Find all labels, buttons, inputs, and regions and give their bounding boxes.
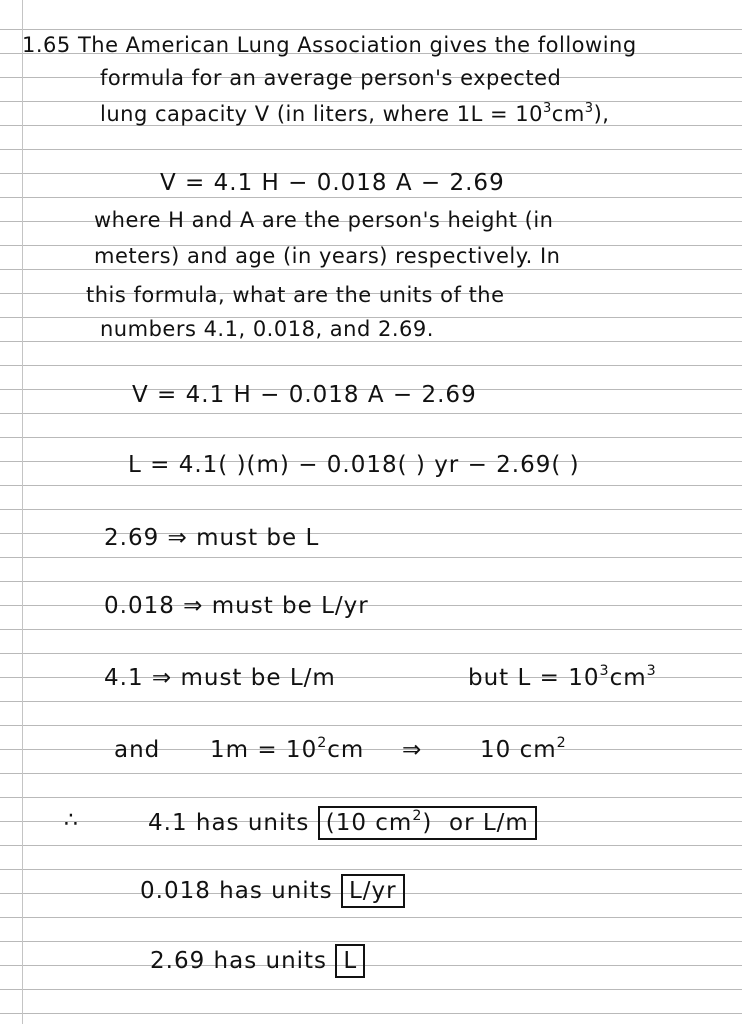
problem-formula: V = 4.1 H − 0.018 A − 2.69 xyxy=(160,170,505,196)
notebook-margin-line xyxy=(22,0,23,1024)
problem-line-6: meters) and age (in years) respectively. In xyxy=(94,244,561,268)
answer-4-1-label: 4.1 has units xyxy=(148,810,310,836)
solution-step-conversion-liter: but $L = 10^3cm^3$ xyxy=(468,663,657,691)
problem-line-8: numbers 4.1, 0.018, and 2.69. xyxy=(100,317,434,341)
answer-2-69-box: L xyxy=(335,944,365,978)
solution-step-conversion-meter: $1m = 10^2cm$ xyxy=(210,735,365,763)
solution-equation-2: L = 4.1( )(m) − 0.018( ) yr − 2.69( ) xyxy=(128,452,580,478)
problem-line-1 xyxy=(22,32,637,58)
problem-line-5: where H and A are the person's height (in xyxy=(94,208,554,232)
answer-0-018 xyxy=(140,874,405,908)
solution-step-2-69: 2.69 ⇒ must be L xyxy=(104,525,320,551)
answer-4-1 xyxy=(148,806,537,840)
solution-step-and: and xyxy=(114,737,161,763)
solution-implies-arrow: ⇒ xyxy=(402,737,423,763)
problem-line-7: this formula, what are the units of the xyxy=(86,283,505,307)
solution-step-4-1: 4.1 ⇒ must be L/m xyxy=(104,665,336,691)
solution-step-0-018: 0.018 ⇒ must be L/yr xyxy=(104,593,369,619)
problem-line-3: lung capacity V (in liters, where $1L = 10^3cm^3$), xyxy=(100,100,610,126)
answer-4-1-box: (10 $cm^2$) or L/m xyxy=(318,806,537,840)
solution-equation-1: V = 4.1 H − 0.018 A − 2.69 xyxy=(132,382,477,408)
problem-text-1: The American Lung Association gives the following xyxy=(77,33,637,57)
answer-2-69 xyxy=(150,944,365,978)
answer-0-018-box: L/yr xyxy=(341,874,405,908)
answer-2-69-label: 2.69 has units xyxy=(150,948,328,974)
answer-0-018-label: 0.018 has units xyxy=(140,878,333,904)
solution-step-10cm: 10 $cm^2$ xyxy=(480,735,567,763)
problem-line-2: formula for an average person's expected xyxy=(100,66,562,90)
therefore-symbol: ∴ xyxy=(64,808,78,833)
problem-number: 1.65 xyxy=(22,33,71,57)
